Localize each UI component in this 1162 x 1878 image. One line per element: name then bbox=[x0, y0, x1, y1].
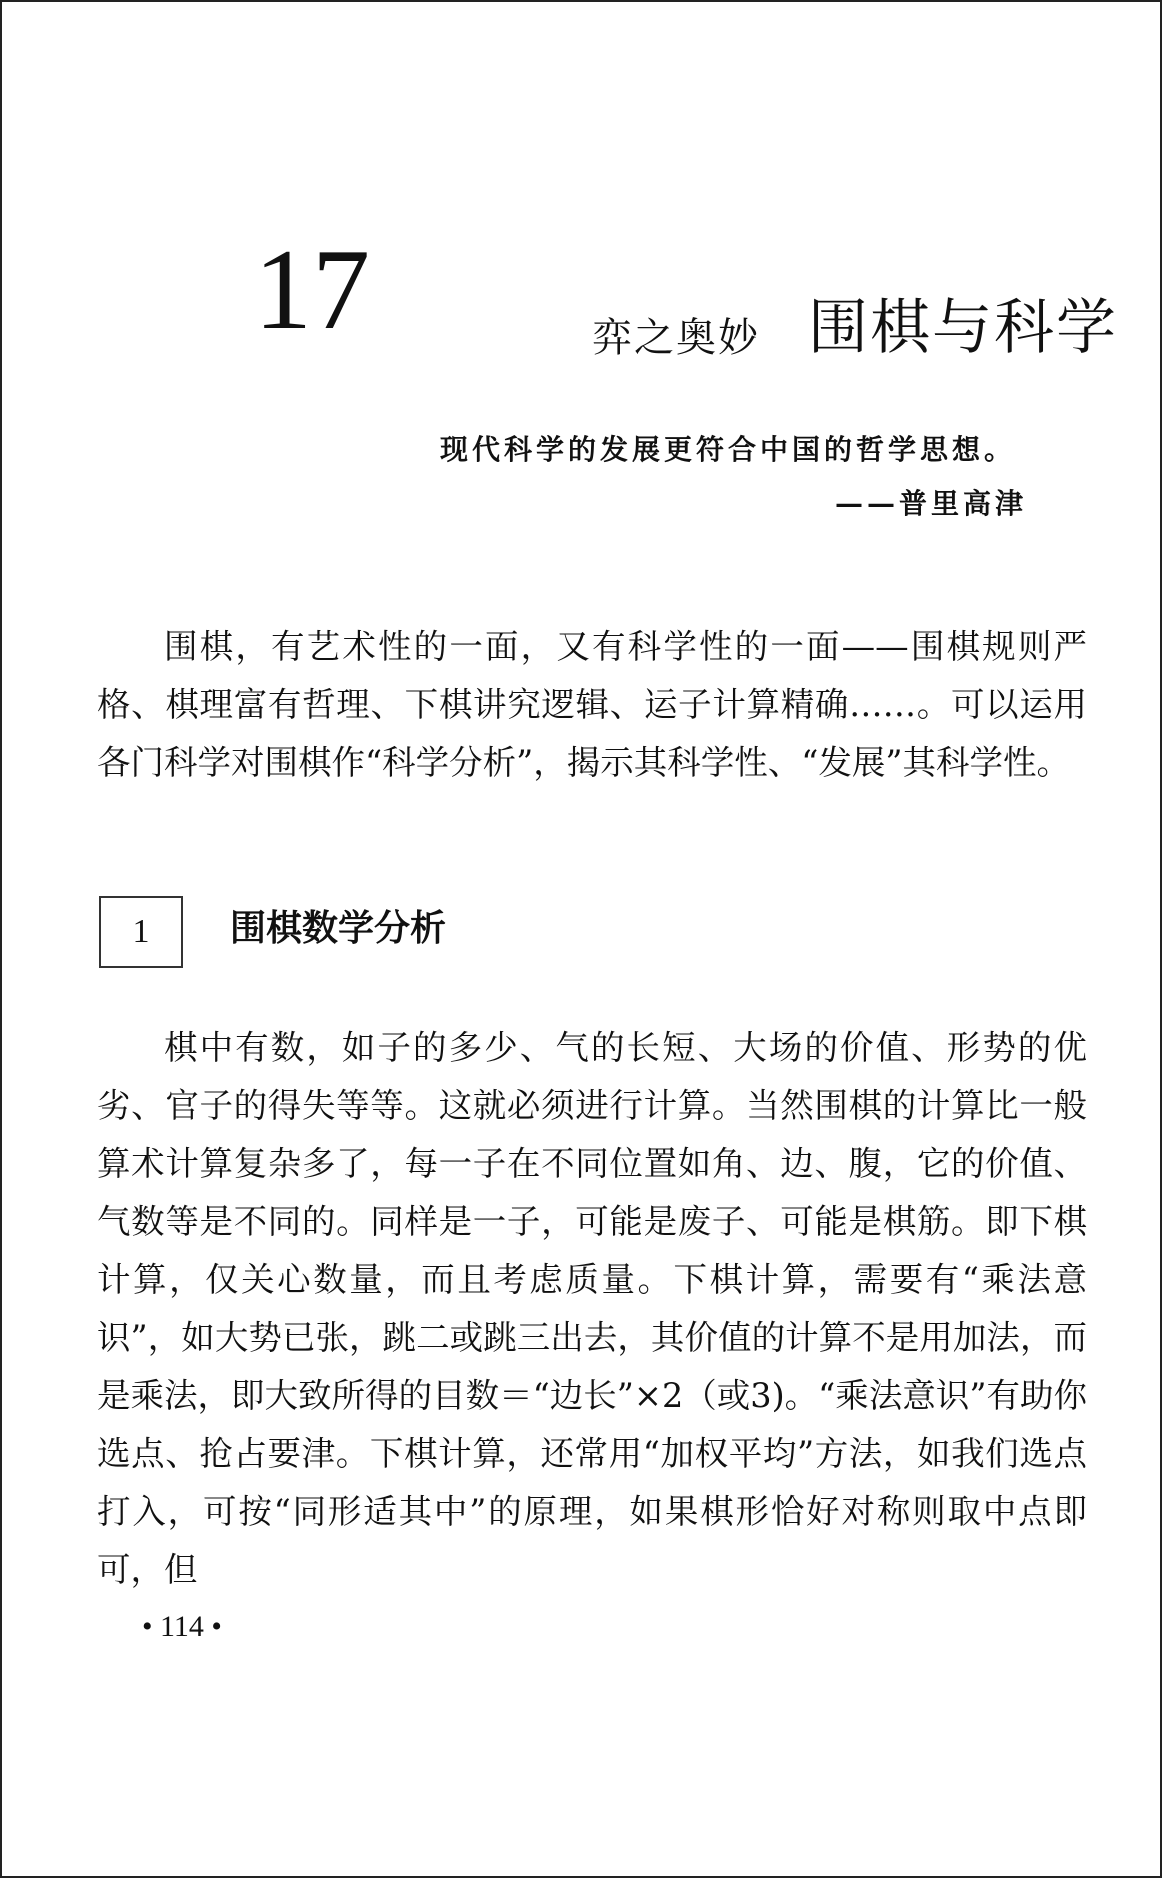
intro-paragraph: 围棋，有艺术性的一面，又有科学性的一面——围棋规则严格、棋理富有哲理、下棋讲究逻辑、运子计算精确……。可以运用各门科学对围棋作“科学分析”，揭示其科学性、“发展”其科学性。 bbox=[97, 627, 1087, 782]
chapter-number: 17 bbox=[254, 226, 370, 354]
epigraph-author: ——普里高津 bbox=[835, 487, 1028, 520]
epigraph-quote: 现代科学的发展更符合中国的哲学思想。 bbox=[440, 433, 1017, 466]
chapter-subtitle: 弈之奥妙 bbox=[592, 315, 760, 361]
page-number: • 114 • bbox=[142, 1610, 222, 1643]
section-number-box: 1 bbox=[99, 896, 183, 968]
section-paragraph: 棋中有数，如子的多少、气的长短、大场的价值、形势的优劣、官子的得失等等。这就必须进行计算。当然围棋的计算比一般算术计算复杂多了，每一子在不同位置如角、边、腹，它的价值、气数等是不同的。同样是一子，可能是废子、可能是棋筋。即下棋计算，仅关心数量，而且考虑质量。下棋计算，需要有“乘法意识”，如大势已张，跳二或跳三出去，其价值的计算不是用加法，而是乘法，即大致所得的目数＝“边长”×2（或3)。“乘法意识”有助你选点、抢占要津。下棋计算，还常用“加权平均”方法，如我们选点打入，可按“同形适其中”的原理，如果棋形恰好对称则取中点即可，但 bbox=[97, 1028, 1087, 1589]
section-title: 围棋数学分析 bbox=[230, 908, 447, 949]
chapter-title: 围棋与科学 bbox=[808, 293, 1118, 363]
